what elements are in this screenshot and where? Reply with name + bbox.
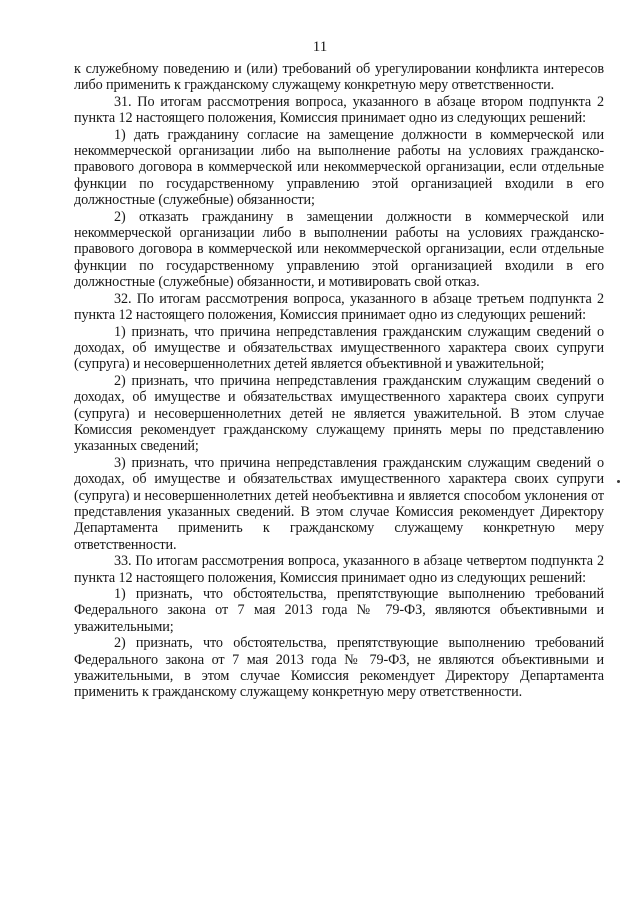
document-body [74, 61, 604, 701]
paragraph-32-item-1: 1) признать, что причина непредставления гражданским служащим сведений о доходах, об имуществе и обязательствах имущественного характера своих супруги (супруга) и несовершеннолетних детей является объективной и уважительной; [74, 323, 604, 373]
paragraph-32-item-3: 3) признать, что причина непредставления гражданским служащим сведений о доходах, об имуществе и обязательствах имущественного характера своих супруги (супруга) и несовершеннолетних детей необъективна и является способом уклонения от представления указанных сведений. В этом случае Комиссия рекомендует Директору Департамента применить к гражданскому служащему конкретную меру ответственности. [74, 454, 604, 553]
paragraph-32: 32. По итогам рассмотрения вопроса, указанного в абзаце третьем подпункта 2 пункта 12 настоящего положения, Комиссия принимает одно из следующих решений: [74, 290, 604, 324]
paragraph-32-item-2: 2) признать, что причина непредставления гражданским служащим сведений о доходах, об имуществе и обязательствах имущественного характера своих супруги (супруга) и несовершеннолетних детей не является уважительной. В этом случае Комиссия рекомендует гражданскому служащему принять меры по представлению указанных сведений; [74, 372, 604, 455]
paragraph-31-item-1: 1) дать гражданину согласие на замещение должности в коммерческой или некоммерческой организации либо на выполнение работы на условиях гражданско-правового договора в коммерческой или некоммерческой организации, если отдельные функции по государственному управлению этой организацией входили в его должностные (служебные) обязанности; [74, 126, 604, 209]
paragraph-31-item-2: 2) отказать гражданину в замещении должности в коммерческой или некоммерческой организации либо в выполнении работы на условиях гражданско-правового договора в коммерческой или некоммерческой организации, если отдельные функции по государственному управлению этой организацией входили в его должностные (служебные) обязанности, и мотивировать свой отказ. [74, 208, 604, 291]
paragraph-33-item-2: 2) признать, что обстоятельства, препятствующие выполнению требований Федерального закона от 7 мая 2013 года № 79-ФЗ, не являются объективными и уважительными, в этом случае Комиссия рекомендует Директору Департамента применить к гражданскому служащему конкретную меру ответственности. [74, 635, 604, 701]
scan-speck [617, 480, 620, 483]
paragraph-31: 31. По итогам рассмотрения вопроса, указанного в абзаце втором подпункта 2 пункта 12 настоящего положения, Комиссия принимает одно из следующих решений: [74, 93, 604, 127]
paragraph-33: 33. По итогам рассмотрения вопроса, указанного в абзаце четвертом подпункта 2 пункта 12 настоящего положения, Комиссия принимает одно из следующих решений: [74, 553, 604, 586]
paragraph-continuation: к служебному поведению и (или) требований об урегулировании конфликта интересов либо применить к гражданскому служащему конкретную меру ответственности. [74, 61, 604, 94]
page-number: 11 [312, 39, 328, 55]
paragraph-33-item-1: 1) признать, что обстоятельства, препятствующие выполнению требований Федерального закона от 7 мая 2013 года № 79-ФЗ, являются объективными и уважительными; [74, 586, 604, 635]
